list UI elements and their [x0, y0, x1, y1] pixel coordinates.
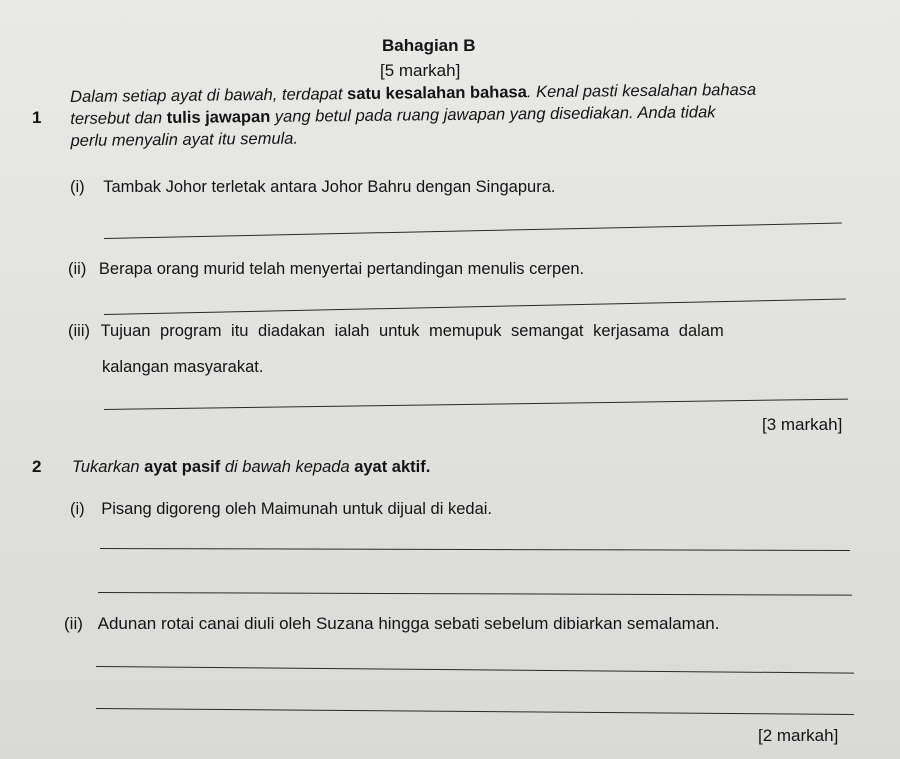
q1-item-iii — [68, 322, 724, 341]
q1-instruction — [70, 79, 757, 152]
q2-item-ii-label: (ii) — [64, 614, 83, 633]
q2-ii-answer-line-1[interactable] — [96, 666, 854, 674]
q2-ii-answer-line-2[interactable] — [96, 708, 854, 715]
q1-i-answer-line[interactable] — [104, 223, 842, 239]
section-marks — [380, 61, 460, 81]
q2-item-i-label: (i) — [70, 500, 85, 518]
q1-item-i-text: Tambak Johor terletak antara Johor Bahru dengan Singapura. — [103, 178, 556, 196]
q1-number: 1 — [32, 108, 42, 127]
q1-item-ii — [68, 260, 584, 279]
q1-marks: [3 markah] — [762, 415, 843, 434]
q2-i-answer-line-1[interactable] — [100, 548, 850, 551]
q2-number: 2 — [32, 457, 42, 476]
q1-instruction-line3: perlu menyalin ayat itu semula. — [70, 129, 299, 150]
q1-ii-answer-line[interactable] — [104, 298, 846, 315]
q1-iii-answer-line[interactable] — [104, 399, 848, 410]
q2-i-answer-line-2[interactable] — [98, 592, 852, 596]
section-title: Bahagian B — [382, 36, 476, 55]
q1-item-iii-cont: kalangan masyarakat. — [102, 358, 264, 376]
q1-item-iii-text: Tujuan program itu diadakan ialah untuk memupuk semangat kerjasama dalam — [100, 322, 724, 340]
q1-instruction-line1: Dalam setiap ayat di bawah, terdapat satu kesalahan bahasa. Kenal pasti kesalahan bahasa — [70, 80, 757, 106]
q1-instruction-line2: tersebut dan tulis jawapan yang betul pada ruang jawapan yang disediakan. Anda tidak — [70, 103, 716, 128]
q1-item-ii-label: (ii) — [68, 260, 87, 278]
q1-item-ii-text: Berapa orang murid telah menyertai pertandingan menulis cerpen. — [98, 260, 585, 278]
q1-item-i-label: (i) — [70, 178, 85, 196]
q2-item-i-text: Pisang digoreng oleh Maimunah untuk dijual di kedai. — [101, 500, 493, 518]
q2-item-ii — [64, 614, 719, 634]
q2-marks: [2 markah] — [758, 726, 839, 745]
q1-item-i — [70, 178, 555, 197]
q2-item-i — [70, 500, 492, 519]
section-marks-text: [5 markah] — [380, 61, 461, 80]
q2-item-ii-text: Adunan rotai canai diuli oleh Suzana hingga sebati sebelum dibiarkan semalaman. — [97, 614, 720, 633]
q2-instruction: Tukarkan ayat pasif di bawah kepada ayat aktif. — [72, 458, 431, 476]
q1-item-iii-label: (iii) — [68, 322, 90, 340]
